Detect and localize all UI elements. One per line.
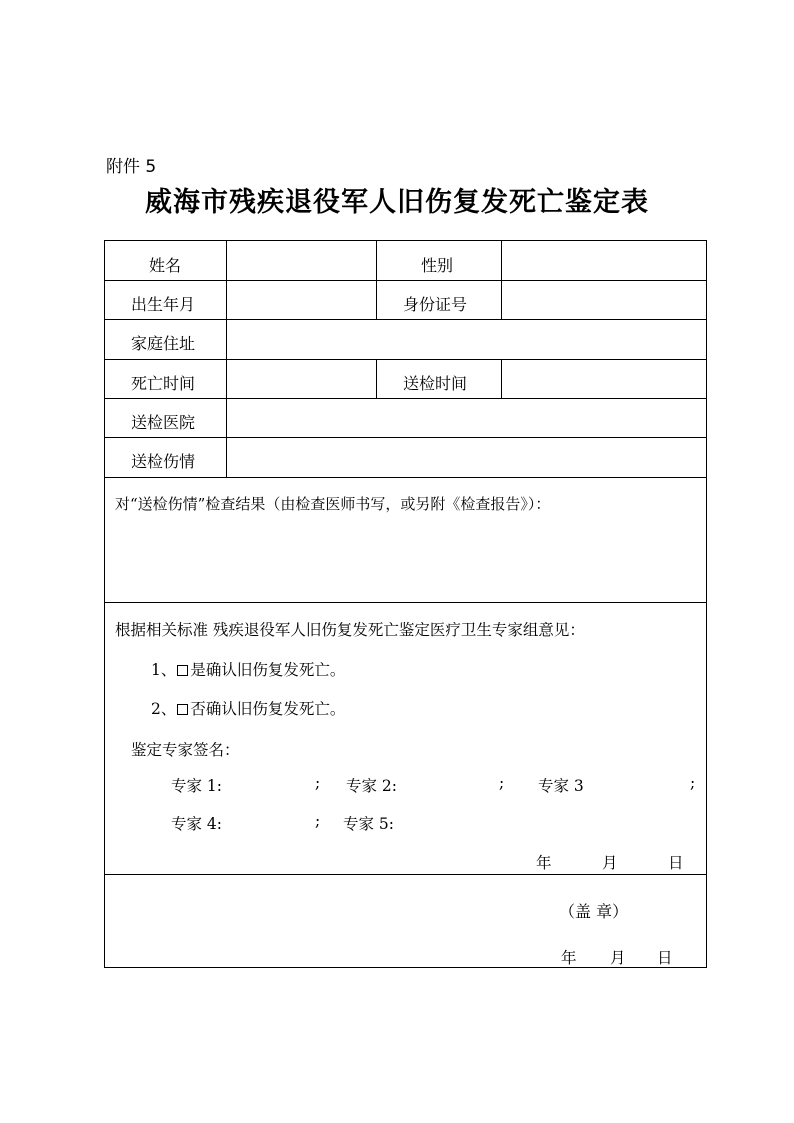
option-deny-text: 否确认旧伤复发死亡。 [190, 700, 346, 718]
column-divider [501, 241, 502, 319]
expert-4-label: 专家 4: [171, 815, 223, 833]
opinion-date-day: 日 [668, 854, 684, 872]
seal-date-day: 日 [657, 949, 673, 967]
opinion-date-month: 月 [602, 854, 618, 872]
expert-3-label: 专家 3 [538, 777, 584, 795]
expert-5-label: 专家 5: [343, 815, 395, 833]
row-divider [105, 319, 706, 320]
seal-date-year: 年 [561, 949, 577, 967]
confirm-checkbox[interactable] [177, 665, 188, 676]
expert-2-label: 专家 2: [346, 777, 398, 795]
row-divider [105, 602, 706, 603]
id-number-label: 身份证号 [403, 295, 468, 314]
row-divider [105, 398, 706, 399]
row-divider [105, 874, 706, 875]
option-confirm-number: 1、 [151, 661, 177, 679]
name-label: 姓名 [149, 256, 182, 275]
row-divider [105, 437, 706, 438]
expert-1-label: 专家 1: [171, 777, 223, 795]
deny-checkbox[interactable] [177, 704, 188, 715]
row-divider [105, 359, 706, 360]
separator: ; [315, 774, 321, 792]
appraisal-form-table [104, 240, 707, 968]
seal-date-month: 月 [610, 949, 626, 967]
separator: ; [499, 774, 505, 792]
separator: ; [315, 812, 321, 830]
birth-label: 出生年月 [131, 295, 196, 314]
findings-prompt: 对“送检伤情”检查结果（由检查医师书写，或另附《检查报告》）： [115, 495, 551, 513]
attachment-label: 附件 5 [106, 157, 157, 177]
option-confirm [151, 658, 345, 680]
separator: ; [690, 774, 696, 792]
hospital-label: 送检医院 [131, 413, 196, 432]
injury-label: 送检伤情 [131, 452, 196, 471]
column-divider [376, 241, 377, 319]
opinion-intro: 根据相关标准 残疾退役军人旧伤复发死亡鉴定医疗卫生专家组意见： [115, 621, 585, 639]
column-divider [226, 241, 227, 477]
gender-label: 性别 [421, 256, 454, 275]
column-divider [376, 359, 377, 398]
form-title: 威海市残疾退役军人旧伤复发死亡鉴定表 [145, 187, 649, 218]
option-confirm-text: 是确认旧伤复发死亡。 [190, 661, 346, 679]
option-deny-number: 2、 [151, 700, 177, 718]
death-time-label: 死亡时间 [131, 374, 196, 393]
expert-signature-label: 鉴定专家签名： [131, 741, 240, 759]
row-divider [105, 477, 706, 478]
option-deny [151, 697, 345, 719]
seal-label: （盖 章） [559, 902, 629, 921]
column-divider [501, 359, 502, 398]
address-label: 家庭住址 [131, 334, 196, 353]
opinion-date-year: 年 [536, 854, 552, 872]
row-divider [105, 280, 706, 281]
exam-time-label: 送检时间 [403, 374, 468, 393]
